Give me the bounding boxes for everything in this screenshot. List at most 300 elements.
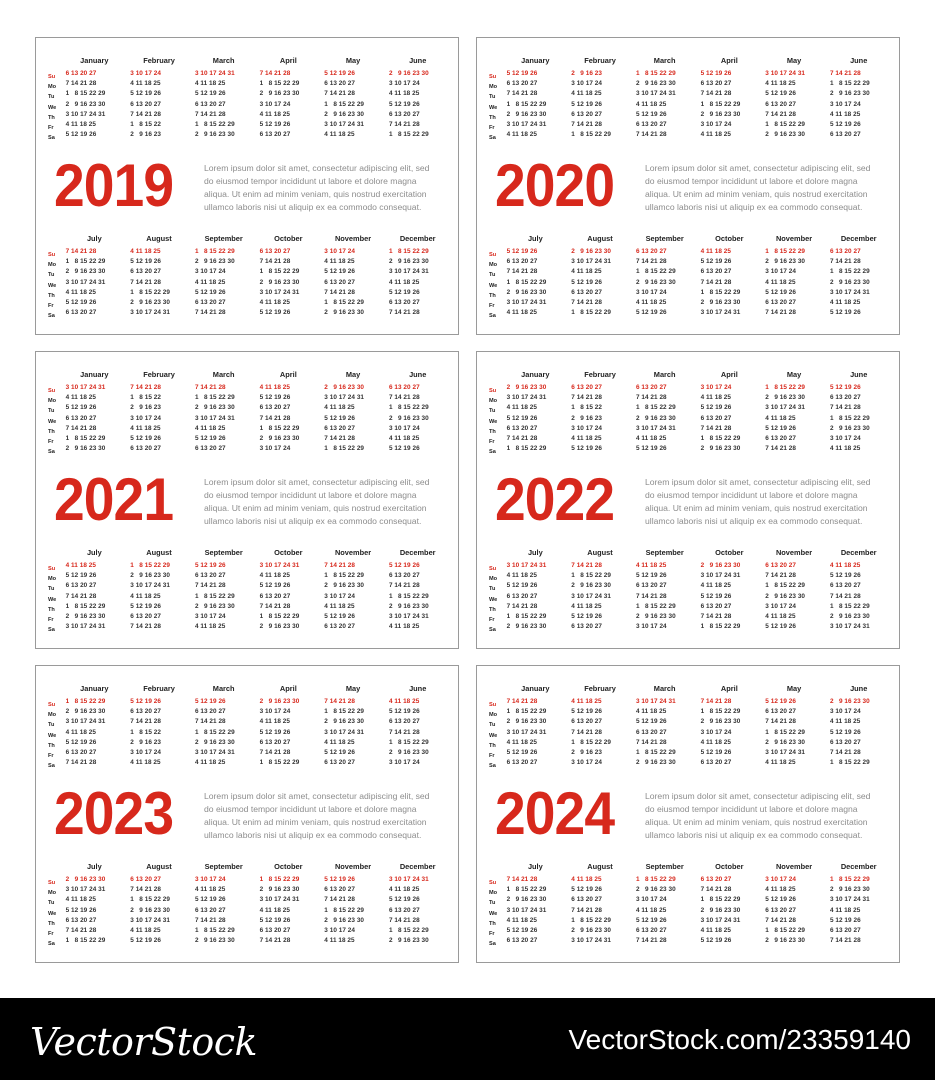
week-row: 2 9 16 23 (126, 404, 161, 412)
week-row: 7 14 21 28 (761, 916, 796, 924)
week-row: 7 14 21 28 (503, 90, 538, 98)
week-row: 5 12 19 26 (256, 394, 291, 402)
month-name: August (587, 548, 613, 557)
week-row: 2 9 16 23 30 (503, 623, 547, 631)
week-row: 6 13 20 27 (697, 759, 732, 767)
week-row: 4 11 18 25 (761, 278, 796, 286)
week-row: 7 14 21 28 (191, 110, 226, 118)
week-row: 1 8 15 22 29 (320, 572, 365, 580)
day-labels (48, 370, 62, 454)
months-jul-dec (48, 862, 450, 946)
week-row: 6 13 20 27 (62, 582, 97, 590)
week-row: 6 13 20 27 (632, 582, 667, 590)
week-row: 6 13 20 27 (126, 708, 161, 716)
week-row: 4 11 18 25 (126, 592, 161, 600)
week-row: 5 12 19 26 (126, 435, 161, 443)
week-row: 7 14 21 28 (567, 728, 602, 736)
week-row: 4 11 18 25 (761, 613, 796, 621)
month-name: February (143, 684, 175, 693)
day-label: Tu (48, 900, 55, 907)
week-row: 4 11 18 25 (62, 562, 96, 569)
week-row: 5 12 19 26 (826, 572, 861, 580)
week-row: 2 9 16 23 30 (632, 278, 676, 286)
week-row: 1 8 15 22 29 (697, 435, 741, 443)
day-label: Th (48, 428, 55, 435)
week-row: 3 10 17 24 31 (567, 592, 612, 600)
week-row: 4 11 18 25 (697, 131, 731, 139)
week-row: 5 12 19 26 (826, 309, 861, 317)
week-row: 2 9 16 23 30 (385, 414, 429, 422)
week-row: 3 10 17 24 (567, 759, 602, 767)
week-row: 4 11 18 25 (761, 80, 796, 88)
day-label: We (489, 418, 498, 425)
week-row: 2 9 16 23 30 (697, 445, 741, 453)
month-block (321, 862, 386, 946)
week-row: 5 12 19 26 (256, 121, 291, 129)
day-label: Th (48, 114, 55, 121)
week-row: 4 11 18 25 (126, 80, 161, 88)
week-row: 6 13 20 27 (62, 70, 97, 77)
week-row: 7 14 21 28 (567, 562, 602, 569)
month-block (762, 370, 827, 454)
week-row: 1 8 15 22 29 (697, 288, 741, 296)
week-row: 3 10 17 24 31 (567, 258, 612, 266)
week-row: 3 10 17 24 31 (62, 623, 106, 631)
month-block (826, 548, 891, 632)
week-row: 3 10 17 24 (697, 728, 732, 736)
week-row: 6 13 20 27 (126, 268, 161, 276)
month-name: November (775, 548, 813, 557)
week-row: 2 9 16 23 30 (385, 937, 429, 945)
week-row: 1 8 15 22 29 (567, 916, 612, 924)
day-label: Th (489, 428, 496, 435)
month-name: April (720, 684, 738, 693)
week-row: 4 11 18 25 (62, 896, 96, 904)
week-row: 1 8 15 22 29 (256, 876, 300, 883)
week-row: 3 10 17 24 (567, 424, 602, 432)
week-row: 7 14 21 28 (697, 698, 732, 705)
week-row: 1 8 15 22 29 (761, 582, 806, 590)
week-row: 5 12 19 26 (62, 906, 97, 914)
week-row: 6 13 20 27 (567, 384, 602, 391)
month-name: January (521, 684, 550, 693)
week-row: 1 8 15 22 29 (256, 80, 300, 88)
week-row: 5 12 19 26 (761, 623, 796, 631)
week-row: 3 10 17 24 (632, 623, 667, 631)
month-name: March (212, 684, 235, 693)
calendar-card-2022 (476, 351, 900, 649)
week-row: 2 9 16 23 30 (761, 937, 806, 945)
week-row: 5 12 19 26 (191, 698, 226, 705)
week-row: 5 12 19 26 (567, 445, 602, 453)
day-label: Tu (489, 900, 496, 907)
day-labels (48, 548, 62, 632)
week-row: 1 8 15 22 29 (503, 708, 547, 716)
week-row: 5 12 19 26 (632, 718, 667, 726)
week-row: 2 9 16 23 30 (697, 110, 741, 118)
day-label: Tu (48, 722, 55, 729)
week-row: 7 14 21 28 (697, 278, 732, 286)
week-row: 2 9 16 23 30 (632, 886, 676, 894)
month-block (632, 56, 697, 140)
week-row: 3 10 17 24 (126, 414, 161, 422)
week-row: 4 11 18 25 (826, 299, 861, 307)
week-row: 4 11 18 25 (632, 562, 667, 569)
week-row: 6 13 20 27 (320, 278, 355, 286)
day-label: Fr (489, 303, 495, 310)
week-row: 4 11 18 25 (385, 623, 420, 631)
day-label: Sa (489, 135, 496, 142)
day-label: Su (489, 880, 497, 886)
week-row: 2 9 16 23 30 (320, 384, 365, 391)
week-row: 5 12 19 26 (126, 698, 161, 705)
day-label: Mo (48, 890, 57, 897)
week-row: 7 14 21 28 (761, 110, 796, 118)
week-row: 1 8 15 22 29 (826, 876, 870, 883)
week-row: 1 8 15 22 29 (191, 121, 235, 129)
week-row: 7 14 21 28 (256, 70, 291, 77)
week-row: 2 9 16 23 30 (256, 698, 300, 705)
month-name: July (527, 548, 543, 557)
month-block (191, 234, 256, 318)
week-row: 6 13 20 27 (567, 623, 602, 631)
day-label: Fr (48, 439, 54, 446)
week-row: 1 8 15 22 29 (126, 288, 171, 296)
placeholder-text (204, 476, 456, 528)
month-columns (503, 56, 891, 140)
week-row: 7 14 21 28 (826, 937, 861, 945)
month-columns (503, 684, 891, 768)
week-row: 2 9 16 23 30 (826, 424, 870, 432)
week-row: 7 14 21 28 (697, 886, 732, 894)
week-row: 6 13 20 27 (503, 80, 538, 88)
day-labels (489, 548, 503, 632)
month-block (385, 234, 450, 318)
week-row: 5 12 19 26 (126, 937, 161, 945)
month-name: August (587, 234, 613, 243)
week-row: 1 8 15 22 29 (320, 299, 365, 307)
week-row: 5 12 19 26 (503, 927, 538, 935)
week-row: 4 11 18 25 (567, 876, 602, 883)
week-row: 7 14 21 28 (761, 572, 796, 580)
week-row: 6 13 20 27 (320, 886, 355, 894)
month-name: October (274, 862, 303, 871)
week-row: 6 13 20 27 (385, 906, 420, 914)
week-row: 4 11 18 25 (320, 404, 355, 412)
day-label: Mo (489, 576, 498, 583)
month-block (632, 370, 697, 454)
month-name: August (146, 548, 172, 557)
day-label: Su (48, 566, 56, 572)
month-columns (503, 862, 891, 946)
week-row: 5 12 19 26 (385, 445, 420, 453)
months-jan-jun (48, 56, 450, 140)
week-row: 6 13 20 27 (826, 927, 861, 935)
week-row: 7 14 21 28 (385, 916, 420, 924)
week-row: 1 8 15 22 29 (503, 445, 547, 453)
week-row: 4 11 18 25 (126, 759, 161, 767)
week-row: 5 12 19 26 (320, 268, 355, 276)
week-row: 1 8 15 22 29 (632, 70, 676, 77)
week-row: 2 9 16 23 30 (503, 384, 547, 391)
day-label: Su (489, 252, 497, 258)
week-row: 2 9 16 23 30 (385, 258, 429, 266)
day-labels (48, 234, 62, 318)
week-row: 7 14 21 28 (126, 623, 161, 631)
week-row: 5 12 19 26 (320, 876, 355, 883)
week-row: 6 13 20 27 (632, 248, 667, 255)
week-row: 1 8 15 22 29 (632, 404, 676, 412)
week-row: 4 11 18 25 (191, 80, 226, 88)
week-row: 6 13 20 27 (826, 248, 861, 255)
month-block (62, 234, 127, 318)
week-row: 6 13 20 27 (191, 572, 226, 580)
week-row: 3 10 17 24 (191, 876, 226, 883)
month-name: July (86, 862, 102, 871)
month-columns (503, 370, 891, 454)
week-row: 6 13 20 27 (632, 728, 667, 736)
week-row: 5 12 19 26 (761, 896, 796, 904)
day-label: Fr (489, 931, 495, 938)
day-labels (489, 370, 503, 454)
week-row: 3 10 17 24 31 (826, 896, 870, 904)
day-label: Su (48, 74, 56, 80)
week-row: 2 9 16 23 30 (697, 906, 741, 914)
week-row: 2 9 16 23 30 (256, 278, 300, 286)
week-row: 6 13 20 27 (126, 100, 161, 108)
week-row: 5 12 19 26 (503, 70, 538, 77)
week-row: 7 14 21 28 (503, 435, 538, 443)
day-label: Fr (48, 303, 54, 310)
day-label: Su (48, 252, 56, 258)
placeholder-line: do eiusmod tempor incididunt ut labore et dolore magna (204, 804, 417, 814)
week-row: 5 12 19 26 (761, 288, 796, 296)
months-jan-jun (48, 370, 450, 454)
day-label: Mo (48, 84, 57, 91)
week-row: 2 9 16 23 30 (503, 110, 547, 118)
week-row: 5 12 19 26 (126, 258, 161, 266)
month-block (762, 684, 827, 768)
week-row: 6 13 20 27 (126, 876, 161, 883)
week-row: 6 13 20 27 (126, 613, 161, 621)
week-row: 5 12 19 26 (632, 309, 667, 317)
month-name: April (720, 370, 738, 379)
year-title: 2024 (495, 780, 615, 847)
week-row: 7 14 21 28 (385, 394, 420, 402)
week-row: 5 12 19 26 (632, 916, 667, 924)
week-row: 2 9 16 23 30 (567, 927, 612, 935)
week-row: 4 11 18 25 (567, 90, 602, 98)
month-block (321, 548, 386, 632)
week-row: 5 12 19 26 (632, 572, 667, 580)
week-row: 4 11 18 25 (761, 886, 796, 894)
week-row: 5 12 19 26 (385, 288, 420, 296)
week-row: 5 12 19 26 (697, 404, 732, 412)
week-row: 4 11 18 25 (320, 937, 355, 945)
week-row: 6 13 20 27 (503, 937, 538, 945)
week-row: 2 9 16 23 30 (62, 268, 106, 276)
month-name: May (786, 370, 802, 379)
week-row: 3 10 17 24 31 (320, 394, 365, 402)
week-row: 6 13 20 27 (761, 435, 796, 443)
day-label: We (489, 596, 498, 603)
week-row: 4 11 18 25 (761, 414, 796, 422)
calendar-card-2020 (476, 37, 900, 335)
month-block (127, 370, 192, 454)
week-row: 4 11 18 25 (826, 110, 861, 118)
week-row: 6 13 20 27 (697, 268, 732, 276)
month-block (632, 548, 697, 632)
week-row: 2 9 16 23 30 (62, 445, 106, 453)
week-row: 7 14 21 28 (62, 248, 97, 255)
week-row: 3 10 17 24 31 (126, 582, 171, 590)
week-row: 1 8 15 22 29 (567, 738, 612, 746)
month-name: May (345, 56, 361, 65)
month-name: October (274, 234, 303, 243)
week-row: 4 11 18 25 (503, 572, 537, 580)
day-label: Mo (48, 576, 57, 583)
week-row: 2 9 16 23 30 (191, 602, 235, 610)
week-row: 7 14 21 28 (320, 90, 355, 98)
week-row: 6 13 20 27 (385, 718, 420, 726)
months-jan-jun (489, 684, 891, 768)
month-name: March (653, 56, 676, 65)
month-name: September (645, 234, 684, 243)
month-block (191, 684, 256, 768)
week-row: 4 11 18 25 (385, 886, 420, 894)
day-label: Sa (489, 941, 496, 948)
week-row: 4 11 18 25 (826, 445, 861, 453)
week-row: 5 12 19 26 (567, 278, 602, 286)
week-row: 1 8 15 22 (126, 121, 161, 129)
week-row: 6 13 20 27 (256, 592, 291, 600)
week-row: 5 12 19 26 (826, 121, 861, 129)
week-row: 4 11 18 25 (826, 718, 861, 726)
week-row: 1 8 15 22 29 (385, 927, 429, 935)
month-block (256, 548, 321, 632)
month-block (321, 56, 386, 140)
year-title: 2021 (54, 466, 174, 533)
week-row: 5 12 19 26 (191, 90, 226, 98)
month-columns (503, 234, 891, 318)
week-row: 2 9 16 23 30 (761, 592, 806, 600)
week-row: 5 12 19 26 (697, 937, 732, 945)
month-block (697, 684, 762, 768)
week-row: 6 13 20 27 (697, 876, 732, 883)
week-row: 6 13 20 27 (126, 445, 161, 453)
week-row: 2 9 16 23 30 (62, 100, 106, 108)
week-row: 2 9 16 23 30 (320, 916, 365, 924)
day-label: Sa (48, 135, 55, 142)
week-row: 5 12 19 26 (567, 100, 602, 108)
day-label: Sa (48, 941, 55, 948)
placeholder-line: do eiusmod tempor incididunt ut labore et dolore magna (645, 176, 858, 186)
week-row: 4 11 18 25 (826, 562, 861, 569)
month-name: February (584, 684, 616, 693)
month-name: July (86, 234, 102, 243)
week-row: 2 9 16 23 30 (826, 278, 870, 286)
week-row: 1 8 15 22 (126, 394, 161, 402)
month-name: December (840, 234, 877, 243)
week-row: 5 12 19 26 (62, 131, 97, 139)
week-row: 1 8 15 22 29 (62, 602, 106, 610)
month-columns (62, 370, 450, 454)
month-block (503, 56, 568, 140)
week-row: 1 8 15 22 29 (385, 248, 429, 255)
week-row: 6 13 20 27 (761, 100, 796, 108)
month-block (632, 862, 697, 946)
month-name: January (80, 370, 109, 379)
week-row: 6 13 20 27 (697, 602, 732, 610)
day-label: We (489, 910, 498, 917)
week-row: 5 12 19 26 (385, 708, 420, 716)
week-row: 7 14 21 28 (567, 121, 602, 129)
month-block (503, 862, 568, 946)
day-label: We (489, 104, 498, 111)
month-name: January (521, 56, 550, 65)
week-row: 2 9 16 23 30 (62, 876, 106, 883)
week-row: 4 11 18 25 (256, 718, 290, 726)
month-block (826, 862, 891, 946)
week-row: 5 12 19 26 (191, 562, 226, 569)
placeholder-line: aliqua. Ut enim ad minim veniam, quis nostrud exercitation (204, 817, 427, 827)
week-row: 6 13 20 27 (567, 110, 602, 118)
day-label: Fr (48, 125, 54, 132)
week-row: 7 14 21 28 (191, 309, 226, 317)
week-row: 3 10 17 24 31 (191, 749, 235, 757)
week-row: 4 11 18 25 (503, 404, 537, 412)
day-label: Mo (489, 712, 498, 719)
vectorstock-logo: VectorStock (30, 1020, 258, 1064)
month-block (762, 548, 827, 632)
month-name: March (212, 370, 235, 379)
week-row: 6 13 20 27 (256, 131, 291, 139)
month-name: November (334, 862, 372, 871)
week-row: 5 12 19 26 (320, 613, 355, 621)
day-label: Sa (48, 313, 55, 320)
week-row: 3 10 17 24 31 (503, 121, 547, 129)
week-row: 7 14 21 28 (62, 424, 97, 432)
week-row: 3 10 17 24 (567, 80, 602, 88)
placeholder-text (645, 162, 897, 214)
month-block (385, 684, 450, 768)
week-row: 2 9 16 23 30 (697, 299, 741, 307)
week-row: 4 11 18 25 (503, 738, 537, 746)
month-name: February (584, 56, 616, 65)
month-block (826, 234, 891, 318)
week-row: 3 10 17 24 31 (697, 309, 741, 317)
week-row: 1 8 15 22 29 (697, 100, 741, 108)
month-block (697, 56, 762, 140)
week-row: 2 9 16 23 30 (191, 131, 235, 139)
week-row: 5 12 19 26 (320, 749, 355, 757)
week-row: 5 12 19 26 (503, 582, 538, 590)
week-row: 2 9 16 23 30 (191, 258, 235, 266)
calendar-card-2023 (35, 665, 459, 963)
month-name: August (587, 862, 613, 871)
day-label: We (48, 596, 57, 603)
week-row: 4 11 18 25 (503, 309, 537, 317)
week-row: 6 13 20 27 (385, 572, 420, 580)
week-row: 7 14 21 28 (385, 121, 420, 129)
week-row: 1 8 15 22 29 (191, 394, 235, 402)
week-row: 2 9 16 23 30 (826, 698, 870, 705)
week-row: 4 11 18 25 (632, 906, 667, 914)
week-row: 1 8 15 22 29 (632, 749, 676, 757)
week-row: 6 13 20 27 (191, 445, 226, 453)
week-row: 3 10 17 24 31 (761, 404, 806, 412)
week-row: 1 8 15 22 29 (503, 278, 547, 286)
